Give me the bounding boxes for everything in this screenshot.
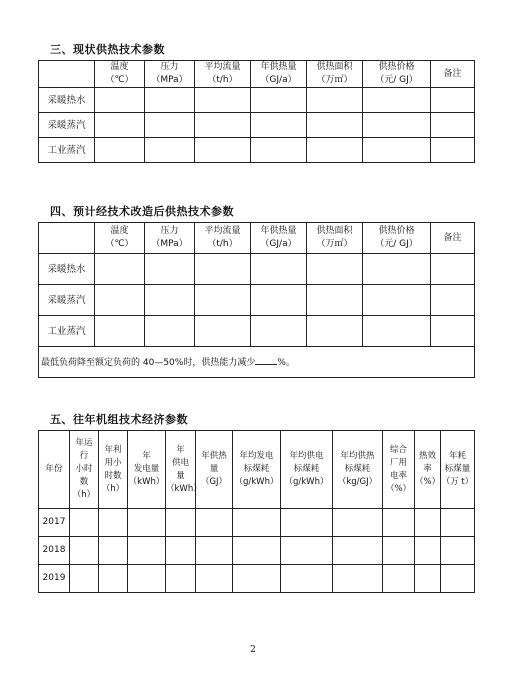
input-cell[interactable]	[196, 565, 233, 593]
input-cell[interactable]	[196, 537, 233, 565]
table-row	[39, 537, 475, 565]
input-cell[interactable]	[145, 316, 195, 347]
column-header: 年份	[39, 431, 70, 509]
input-cell[interactable]	[431, 113, 475, 138]
input-cell[interactable]	[415, 565, 441, 593]
input-cell[interactable]	[441, 537, 475, 565]
input-cell[interactable]	[307, 254, 363, 285]
input-cell[interactable]	[363, 113, 431, 138]
column-header: 压力 （MPa）	[145, 61, 195, 88]
input-cell[interactable]	[166, 509, 196, 537]
current-heating-params-table	[38, 60, 475, 163]
input-cell[interactable]	[307, 88, 363, 113]
column-header: 平均流量 （t/h）	[195, 61, 251, 88]
projected-heating-params-table	[38, 222, 475, 378]
column-header: 供热价格 （元/ GJ）	[363, 61, 431, 88]
table-row	[39, 285, 475, 316]
table-row	[39, 316, 475, 347]
input-cell[interactable]	[95, 254, 145, 285]
section4-title: 四、预计经技术改造后供热技术参数	[50, 205, 234, 218]
input-cell[interactable]	[233, 565, 281, 593]
input-cell[interactable]	[431, 285, 475, 316]
input-cell[interactable]	[233, 509, 281, 537]
column-header: 热效 率 （%）	[415, 431, 441, 509]
header-row	[39, 431, 475, 509]
input-cell[interactable]	[195, 285, 251, 316]
input-cell[interactable]	[383, 509, 415, 537]
column-header: 供热面积 （万㎡）	[307, 61, 363, 88]
input-cell[interactable]	[128, 509, 166, 537]
column-header: 备注	[431, 223, 475, 254]
input-cell[interactable]	[196, 509, 233, 537]
table-row	[39, 565, 475, 593]
input-cell[interactable]	[415, 509, 441, 537]
column-header	[39, 61, 95, 88]
input-cell[interactable]	[195, 138, 251, 163]
column-header: 年均供电 标煤耗 （g/kWh）	[281, 431, 333, 509]
row-label: 采暖蒸汽	[39, 113, 95, 138]
column-header: 供热价格 （元/ GJ）	[363, 223, 431, 254]
input-cell[interactable]	[251, 113, 307, 138]
input-cell[interactable]	[307, 113, 363, 138]
input-cell[interactable]	[95, 88, 145, 113]
input-cell[interactable]	[99, 565, 128, 593]
input-cell[interactable]	[281, 509, 333, 537]
note-suffix: %。	[277, 358, 295, 368]
input-cell[interactable]	[363, 88, 431, 113]
table-row	[39, 509, 475, 537]
column-header: 备注	[431, 61, 475, 88]
input-cell[interactable]	[251, 316, 307, 347]
column-header: 综合 厂用 电率 （%）	[383, 431, 415, 509]
input-cell[interactable]	[166, 537, 196, 565]
column-header: 温度 （℃）	[95, 61, 145, 88]
annual-unit-economics-table	[38, 430, 475, 593]
input-cell[interactable]	[95, 285, 145, 316]
input-cell[interactable]	[333, 509, 383, 537]
input-cell[interactable]	[128, 537, 166, 565]
note-row	[39, 347, 475, 378]
input-cell[interactable]	[145, 113, 195, 138]
input-cell[interactable]	[307, 138, 363, 163]
table-row	[39, 138, 475, 163]
column-header: 年均发电 标煤耗 （g/kWh）	[233, 431, 281, 509]
input-cell[interactable]	[251, 138, 307, 163]
row-label: 工业蒸汽	[39, 138, 95, 163]
input-cell[interactable]	[441, 509, 475, 537]
input-cell[interactable]	[281, 565, 333, 593]
column-header: 供热面积 （万㎡）	[307, 223, 363, 254]
input-cell[interactable]	[307, 316, 363, 347]
table-row	[39, 88, 475, 113]
column-header	[39, 223, 95, 254]
input-cell[interactable]	[363, 285, 431, 316]
input-cell[interactable]	[99, 509, 128, 537]
column-header: 年 发电量 （kWh）	[128, 431, 166, 509]
input-cell[interactable]	[166, 565, 196, 593]
input-cell[interactable]	[307, 285, 363, 316]
page-number: 2	[250, 645, 256, 655]
column-header: 年运 行 小时 数 （h）	[70, 431, 99, 509]
input-cell[interactable]	[383, 565, 415, 593]
column-header: 年供热量 （GJ/a）	[251, 223, 307, 254]
year-label: 2017	[39, 509, 70, 537]
input-cell[interactable]	[363, 316, 431, 347]
column-header: 年 供电 量 （kWh）	[166, 431, 196, 509]
table-row	[39, 254, 475, 285]
input-cell[interactable]	[431, 88, 475, 113]
year-label: 2018	[39, 537, 70, 565]
column-header: 温度 （℃）	[95, 223, 145, 254]
input-cell[interactable]	[281, 537, 333, 565]
column-header: 压力 （MPa）	[145, 223, 195, 254]
input-cell[interactable]	[95, 113, 145, 138]
column-header: 年均供热 标煤耗 （kg/GJ）	[333, 431, 383, 509]
note-prefix: 最低负荷降至额定负荷的 40—50%时，供热能力减少	[41, 358, 256, 368]
input-cell[interactable]	[70, 509, 99, 537]
input-cell[interactable]	[95, 316, 145, 347]
row-label: 采暖蒸汽	[39, 285, 95, 316]
header-row	[39, 61, 475, 88]
input-cell[interactable]	[195, 113, 251, 138]
column-header: 平均流量 （t/h）	[195, 223, 251, 254]
table-row	[39, 113, 475, 138]
section3-title: 三、现状供热技术参数	[50, 43, 165, 56]
input-cell[interactable]	[415, 537, 441, 565]
input-cell[interactable]	[333, 537, 383, 565]
input-cell[interactable]	[431, 316, 475, 347]
input-cell[interactable]	[233, 537, 281, 565]
column-header: 年供热量 （GJ/a）	[251, 61, 307, 88]
row-label: 采暖热水	[39, 88, 95, 113]
year-label: 2019	[39, 565, 70, 593]
input-cell[interactable]	[333, 565, 383, 593]
row-label: 工业蒸汽	[39, 316, 95, 347]
input-cell[interactable]	[383, 537, 415, 565]
input-cell[interactable]	[99, 537, 128, 565]
input-cell[interactable]	[363, 138, 431, 163]
input-cell[interactable]	[70, 565, 99, 593]
input-cell[interactable]	[128, 565, 166, 593]
input-cell[interactable]	[70, 537, 99, 565]
input-cell[interactable]	[251, 254, 307, 285]
column-header: 年利 用小 时数 （h）	[99, 431, 128, 509]
column-header: 年供热 量 （GJ）	[196, 431, 233, 509]
input-cell[interactable]	[251, 285, 307, 316]
input-cell[interactable]	[431, 138, 475, 163]
input-cell[interactable]	[195, 88, 251, 113]
input-cell[interactable]	[145, 254, 195, 285]
capacity-reduction-note	[39, 347, 475, 378]
column-header: 年耗 标煤量 （万 t）	[441, 431, 475, 509]
reduction-percent-blank[interactable]	[255, 354, 277, 365]
input-cell[interactable]	[145, 138, 195, 163]
row-label: 采暖热水	[39, 254, 95, 285]
input-cell[interactable]	[195, 316, 251, 347]
input-cell[interactable]	[251, 88, 307, 113]
input-cell[interactable]	[145, 285, 195, 316]
input-cell[interactable]	[431, 254, 475, 285]
input-cell[interactable]	[145, 88, 195, 113]
input-cell[interactable]	[363, 254, 431, 285]
header-row	[39, 223, 475, 254]
input-cell[interactable]	[95, 138, 145, 163]
input-cell[interactable]	[195, 254, 251, 285]
input-cell[interactable]	[441, 565, 475, 593]
section5-title: 五、往年机组技术经济参数	[50, 413, 188, 426]
